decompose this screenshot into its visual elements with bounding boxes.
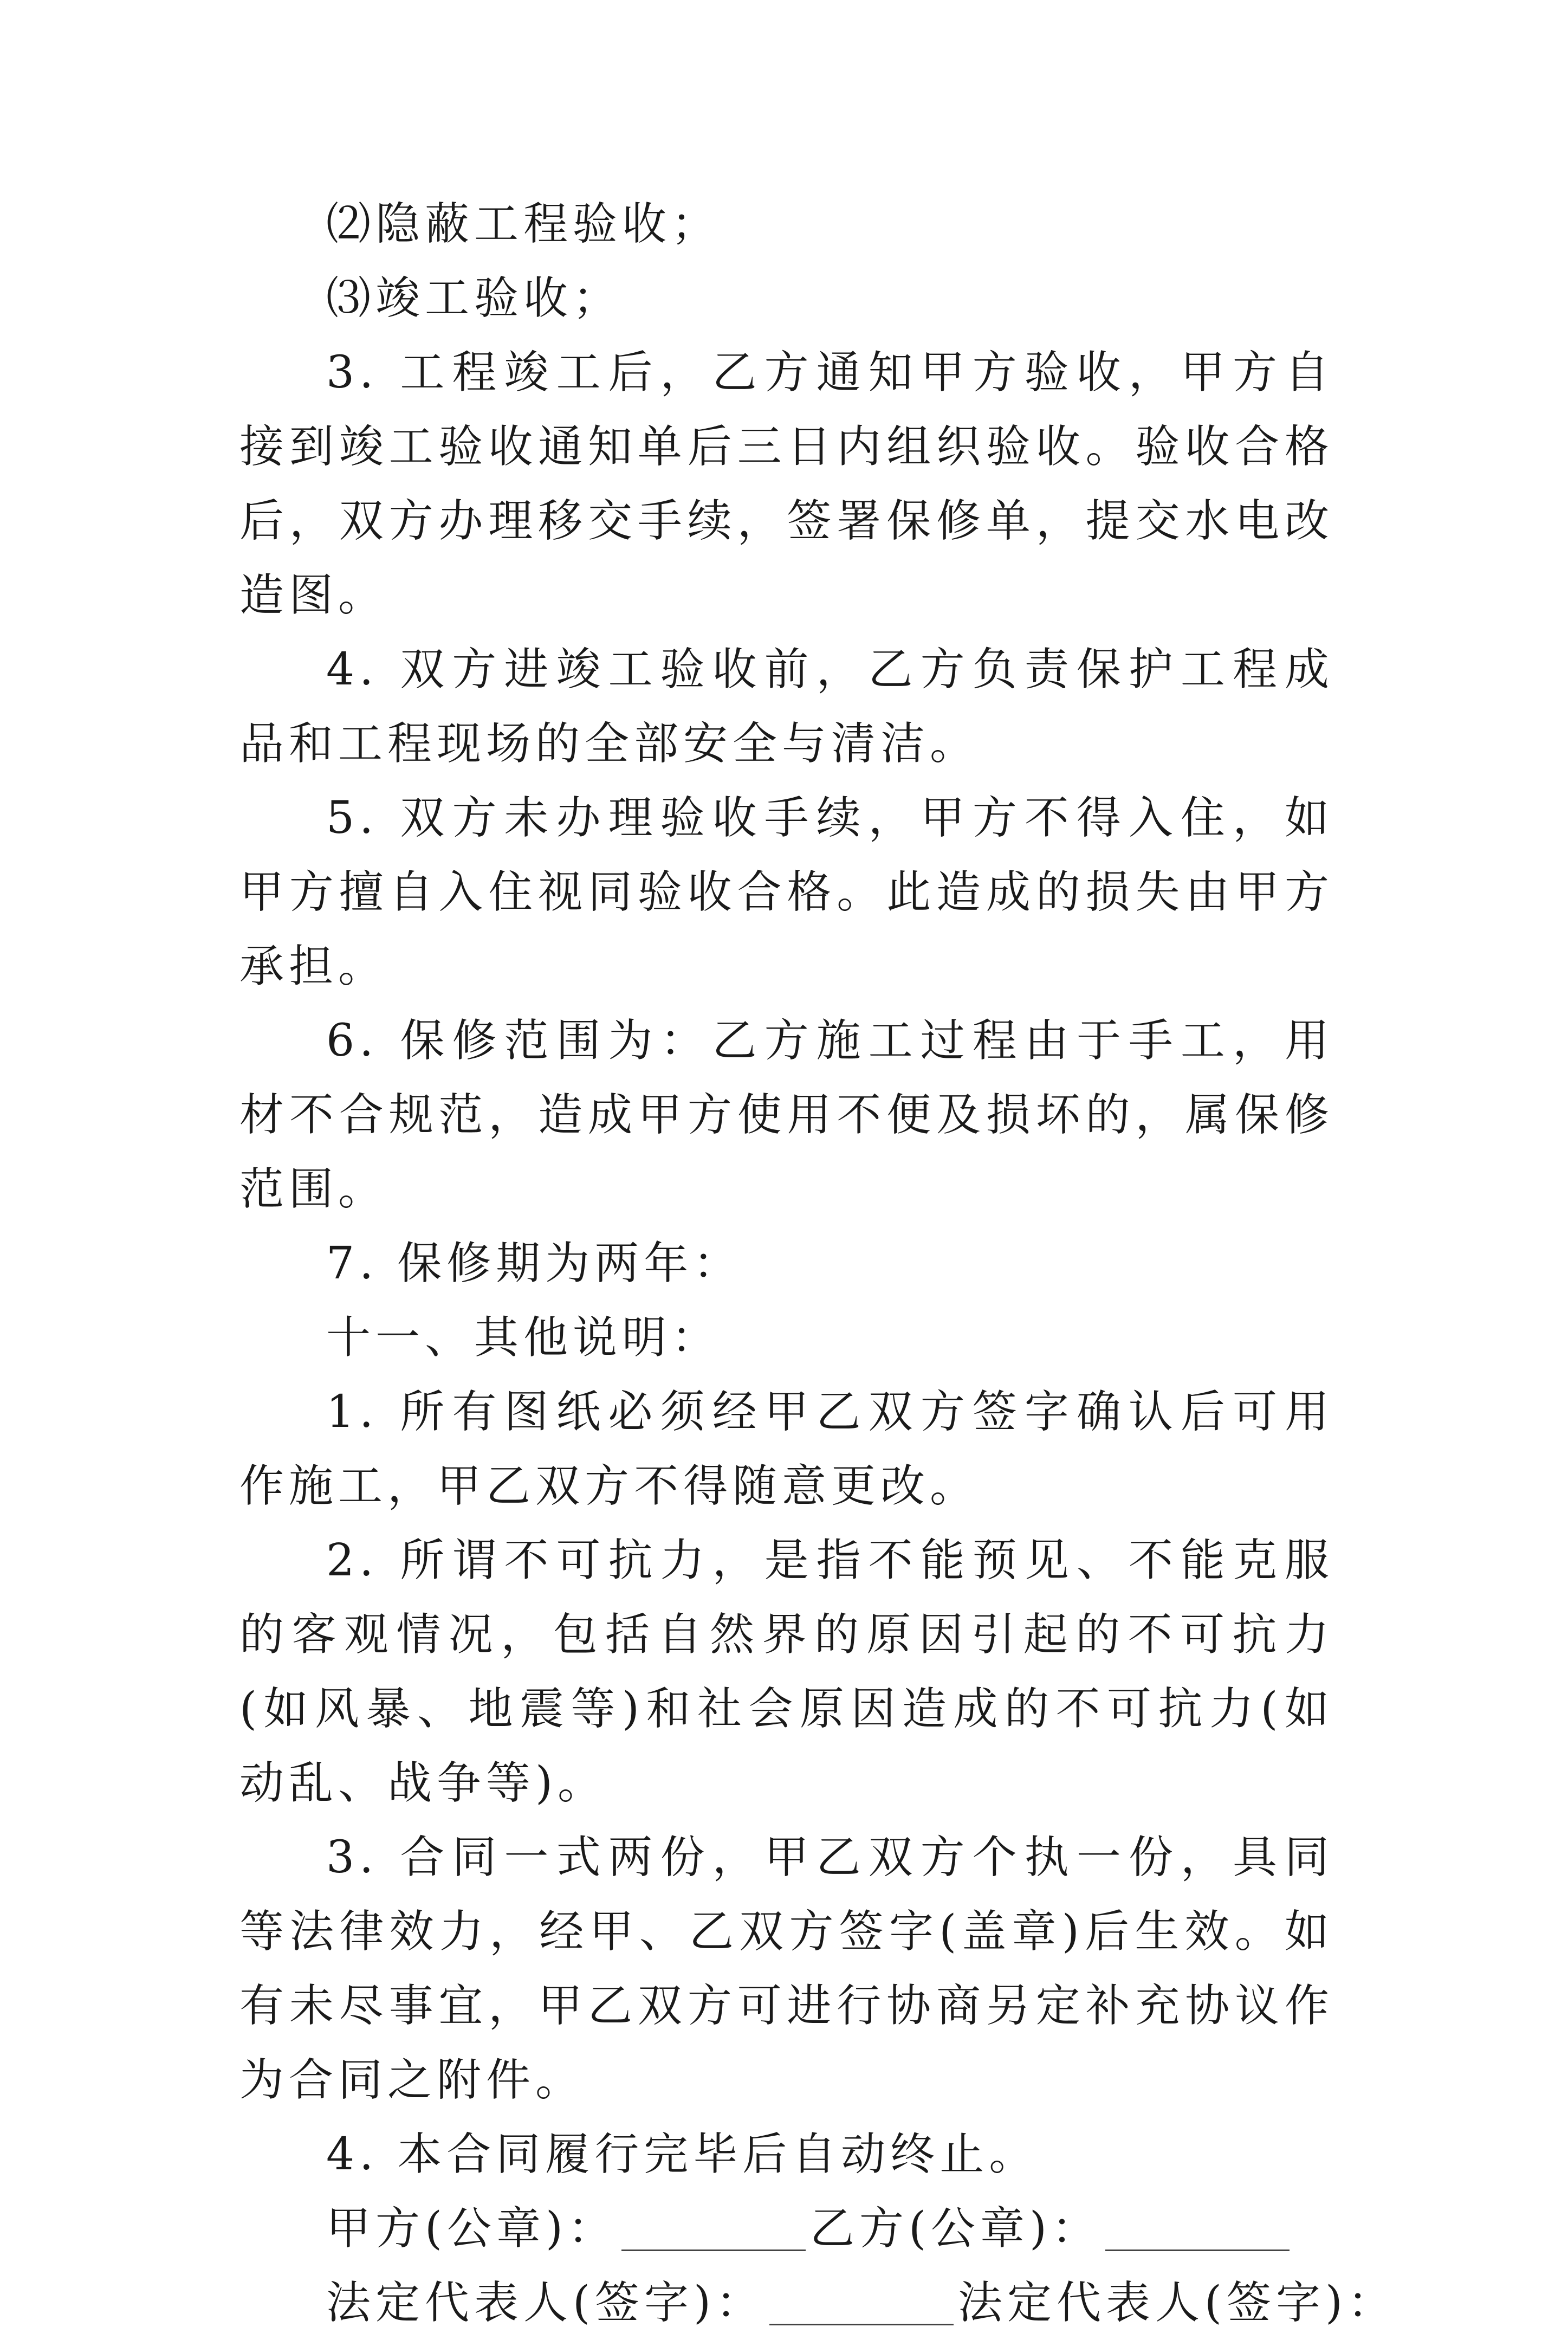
- note-4-termination: 4. 本合同履行完毕后自动终止。: [326, 2129, 1039, 2180]
- clause-5-move-in: 5. 双方未办理验收手续，甲方不得入住，如甲方擅自入住视同验收合格。此造成的损失由甲方承担。: [239, 792, 1334, 992]
- clause-completion-acceptance: ⑶竣工验收；: [326, 273, 623, 324]
- clause-4-site-protection: 4. 双方进竣工验收前，乙方负责保护工程成品和工程现场的全部安全与清洁。: [239, 644, 1334, 770]
- rep-a-label: 法定代表人(签字)：: [326, 2277, 765, 2329]
- note-2-force-majeure: 2. 所谓不可抗力，是指不能预见、不能克服的客观情况，包括自然界的原因引起的不可抗力(如风暴、地震等)和社会原因造成的不可抗力(如动乱、战争等)。: [239, 1535, 1334, 1809]
- section-heading-other-notes: 十一、其他说明：: [326, 1312, 721, 1363]
- clause-hidden-works-acceptance: ⑵隐蔽工程验收；: [326, 198, 721, 250]
- party-b-seal-label: 乙方(公章)：: [809, 2203, 1101, 2254]
- party-a-seal-label: 甲方(公章)：: [326, 2203, 617, 2254]
- note-1-drawings: 1. 所有图纸必须经甲乙双方签字确认后可用作施工，甲乙双方不得随意更改。: [239, 1386, 1334, 1512]
- party-a-seal-blank[interactable]: [621, 2206, 806, 2251]
- note-3-copies: 3. 合同一式两份，甲乙双方个执一份，具同等法律效力，经甲、乙双方签字(盖章)后生效。如有未尽事宜，甲乙双方可进行协商另定补充协议作为合同之附件。: [239, 1832, 1334, 2106]
- seal-signature-line: [239, 2192, 1334, 2266]
- clause-6-warranty-scope: 6. 保修范围为：乙方施工过程由于手工，用材不合规范，造成甲方使用不便及损坏的，属保修范围。: [239, 1015, 1334, 1215]
- rep-b-label: 法定代表人(签字)：: [957, 2277, 1397, 2329]
- party-b-seal-blank[interactable]: [1105, 2206, 1290, 2251]
- representative-signature-line: [239, 2266, 1397, 2340]
- rep-a-signature-blank[interactable]: [769, 2280, 954, 2325]
- clause-7-warranty-period: 7. 保修期为两年：: [326, 1238, 743, 1289]
- document-body: [239, 187, 1397, 2340]
- clause-3-acceptance-procedure: 3. 工程竣工后，乙方通知甲方验收，甲方自接到竣工验收通知单后三日内组织验收。验收合格后，双方办理移交手续，签署保修单，提交水电改造图。: [239, 347, 1334, 621]
